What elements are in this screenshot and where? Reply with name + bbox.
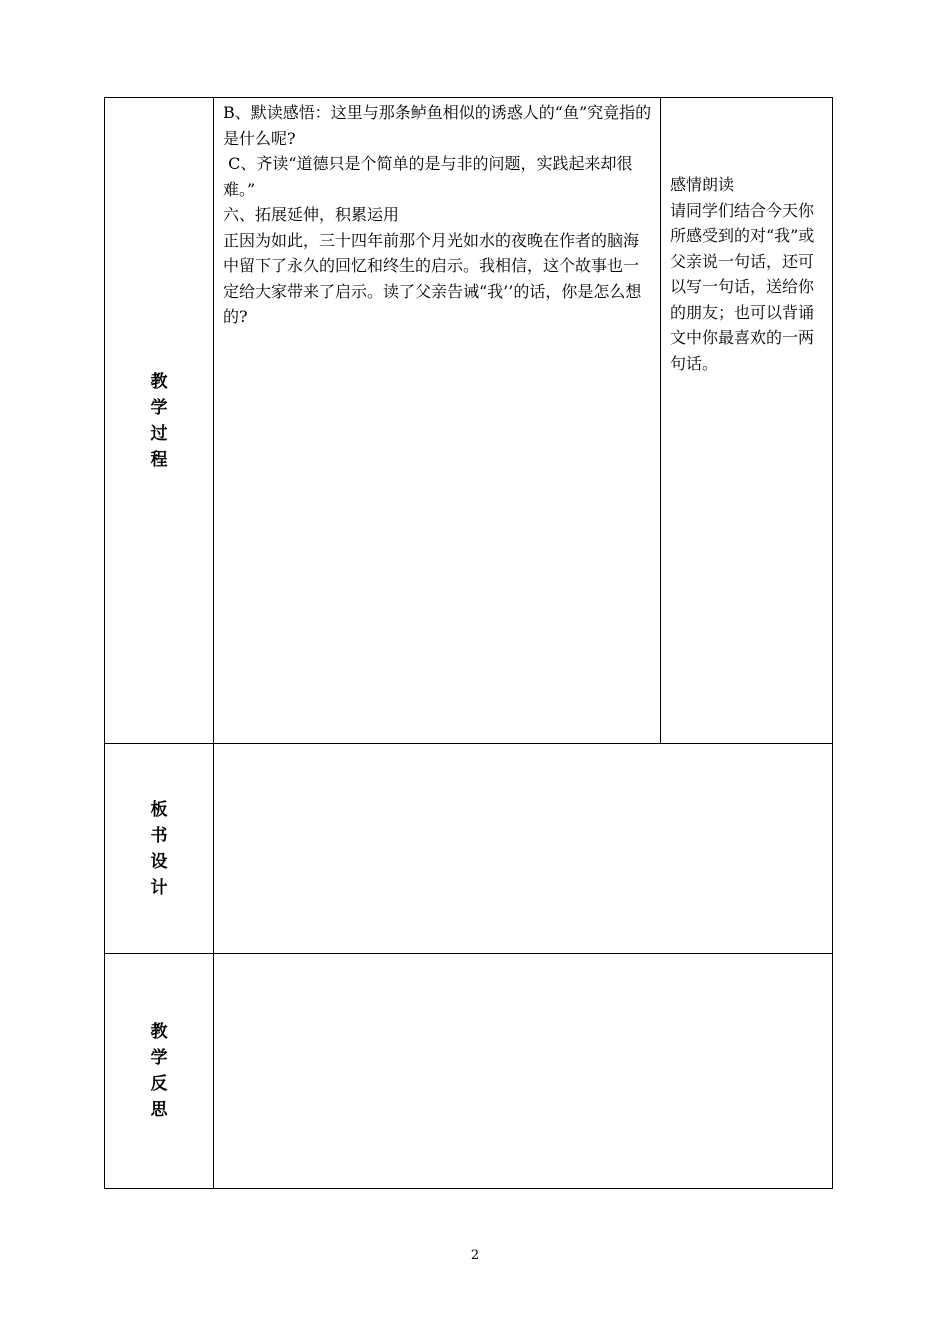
board-design-label-cell [105, 744, 214, 954]
lesson-plan-table [104, 97, 833, 1189]
process-line-c: C、齐读“道德只是个简单的是与非的问题，实践起来却很难。” [223, 154, 633, 199]
teaching-reflection-label-cell [105, 954, 214, 1189]
teaching-reflection-label: 教学反思 [150, 1022, 168, 1120]
teaching-reflection-content [214, 954, 833, 1189]
teaching-process-label-cell [105, 98, 214, 744]
board-design-label: 板书设计 [150, 799, 168, 898]
teaching-process-content [214, 98, 661, 744]
page-number: 2 [470, 1248, 480, 1263]
teaching-reflection-row [105, 954, 833, 1189]
process-line-section-six: 六、拓展延伸，积累运用 [223, 205, 400, 224]
process-line-paragraph: 正因为如此，三十四年前那个月光如水的夜晚在作者的脑海中留下了永久的回忆和终生的启示。我相信，这个故事也一定给大家带来了启示。读了父亲告诫“我’’的话，你是怎么想的? [223, 230, 642, 326]
process-line-b: B、默读感悟：这里与那条鲈鱼相似的诱惑人的“鱼”究竟指的是什么呢? [223, 103, 652, 148]
teaching-process-label: 教学过程 [150, 371, 168, 470]
board-design-row [105, 744, 833, 954]
notes-line-activity: 请同学们结合今天你所感受到的对“我”或父亲说一句话，还可以写一句话，送给你的朋友；也可以背诵文中你最喜欢的一两句话。 [670, 200, 815, 373]
teaching-process-row [105, 98, 833, 744]
teaching-process-notes [661, 98, 833, 744]
notes-line-reading: 感情朗读 [670, 175, 735, 194]
board-design-content [214, 744, 833, 954]
